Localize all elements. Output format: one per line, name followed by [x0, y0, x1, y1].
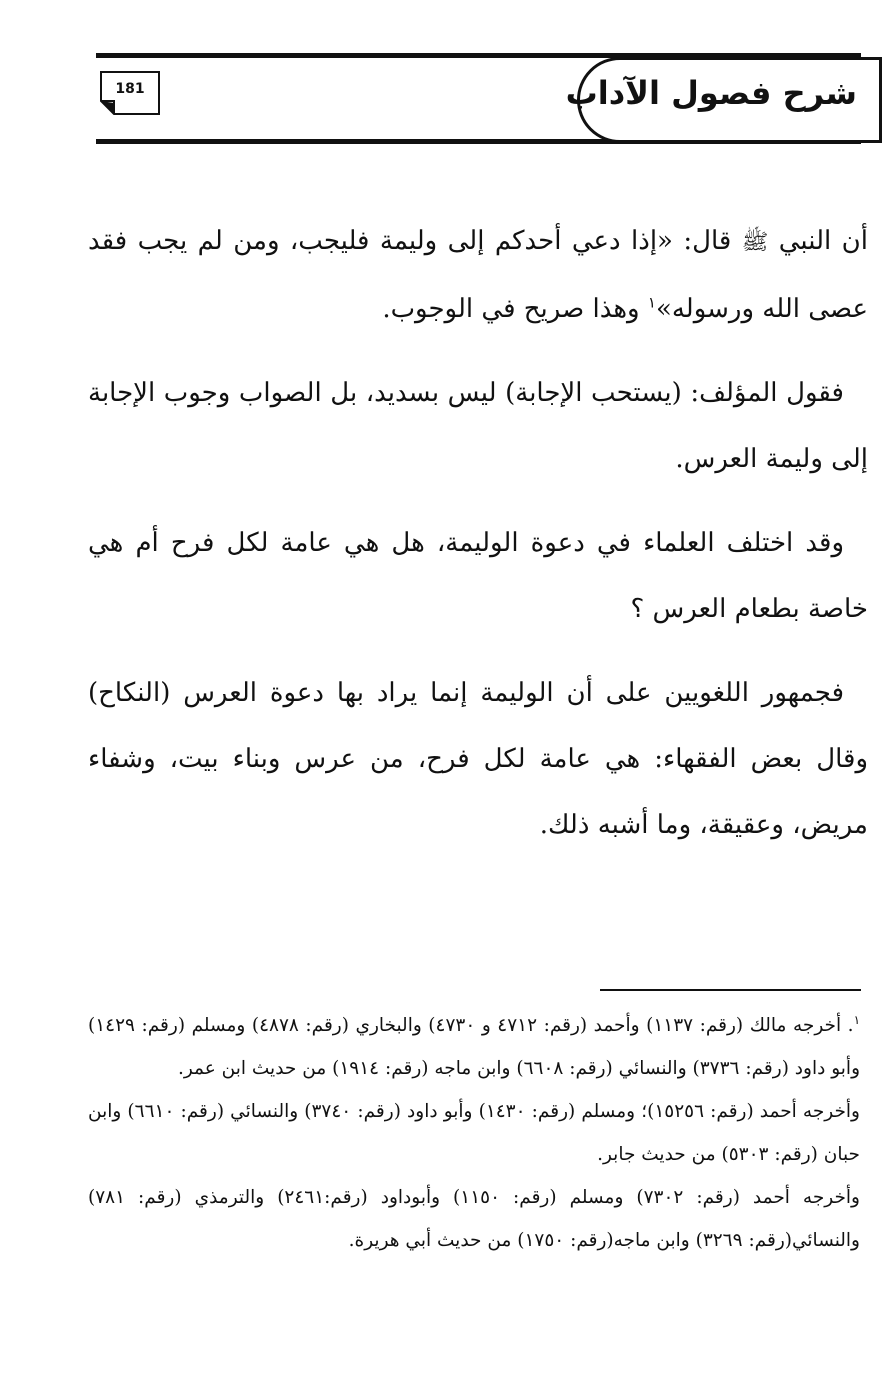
honorific-glyph: ﷺ [741, 230, 769, 255]
footnote-separator [600, 989, 861, 991]
footnotes [88, 1004, 860, 1262]
footnote-marker: ١ [853, 1012, 861, 1027]
page-number-tag [100, 71, 160, 115]
running-title-box [565, 57, 882, 143]
running-title: شرح فصول الآداب [565, 74, 857, 112]
paragraph-text: أن النبي [768, 226, 868, 256]
paragraph-linguists: فجمهور اللغويين على أن الوليمة إنما يراد بها دعوة العرس (النكاح) وقال بعض الفقهاء: هي عامة لكل فرح، من عرس وبناء بيت، وشفاء مريض، وعقيقة، وما أشبه ذلك. [88, 678, 868, 840]
footnote-text: . أخرجه مالك (رقم: ١١٣٧) وأحمد (رقم: ٤٧١٢ و ٤٧٣٠) والبخاري (رقم: ٤٨٧٨) ومسلم (رقم: ١٤٢٩) وأبو داود (رقم: ٣٧٣٦) والنسائي (رقم: ٦٦٠٨) وابن ماجه (رقم: ١٩١٤) من حديث ابن عمر. [88, 1015, 860, 1079]
footnote-reference[interactable]: ١ [647, 293, 656, 312]
paragraph-text: وهذا صريح في الوجوب. [382, 294, 648, 324]
page-number: 181 [115, 81, 145, 97]
paragraph-hadith [88, 208, 868, 342]
paragraph-author-critique: فقول المؤلف: (يستحب الإجابة) ليس بسديد، بل الصواب وجوب الإجابة إلى وليمة العرس. [88, 378, 868, 474]
paragraph-text: قال: «إذا دعي أحدكم إلى وليمة فليجب، ومن لم يجب فقد عصى الله ورسوله» [88, 226, 868, 324]
main-text [88, 208, 868, 876]
paragraph-scholars-differ: وقد اختلف العلماء في دعوة الوليمة، هل هي عامة لكل فرح أم هي خاصة بطعام العرس ؟ [88, 528, 868, 624]
footnote-1 [88, 1004, 860, 1090]
footnote-1-continued-jabir: وأخرجه أحمد (رقم: ١٥٢٥٦)؛ ومسلم (رقم: ١٤٣٠) وأبو داود (رقم: ٣٧٤٠) والنسائي (رقم: ٦٦١٠) وابن حبان (رقم: ٥٣٠٣) من حديث جابر. [88, 1101, 860, 1165]
footnote-1-continued-abu-hurayra: وأخرجه أحمد (رقم: ٧٣٠٢) ومسلم (رقم: ١١٥٠) وأبوداود (رقم:٢٤٦١) والترمذي (رقم: ٧٨١) والنسائي(رقم: ٣٢٦٩) وابن ماجه(رقم: ١٧٥٠) من حديث أبي هريرة. [88, 1187, 860, 1251]
